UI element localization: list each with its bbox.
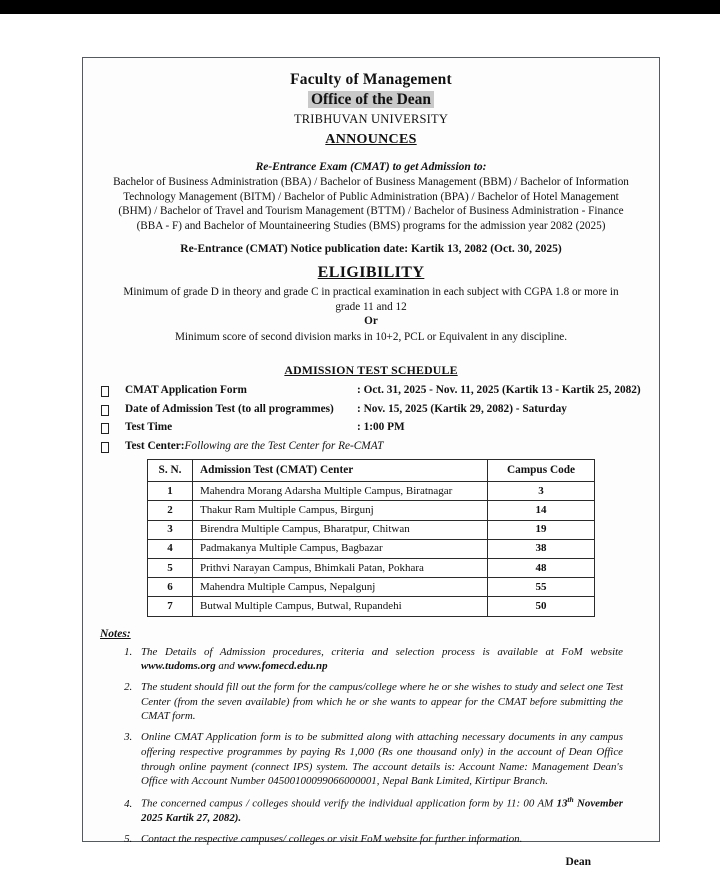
- cell-code: 55: [488, 578, 595, 597]
- cell-code: 38: [488, 539, 595, 558]
- note-4-text-a: The concerned campus / colleges should verify the individual application form by 11: 00 AM: [141, 797, 554, 810]
- notice-document: [82, 57, 660, 868]
- scan-top-bar: [0, 0, 720, 14]
- bullet-box-icon: [101, 442, 109, 453]
- schedule-value: : 1:00 PM: [357, 421, 405, 434]
- announces-heading: ANNOUNCES: [325, 131, 417, 147]
- cell-code: 19: [488, 520, 595, 539]
- eligibility-or: Or: [364, 315, 378, 328]
- faculty-title: Faculty of Management: [290, 71, 452, 88]
- column-header-campus-code: Campus Code: [488, 459, 595, 482]
- bullet-box-icon: [101, 423, 109, 434]
- cell-center: Padmakanya Multiple Campus, Bagbazar: [193, 539, 488, 558]
- cell-sn: 2: [148, 501, 193, 520]
- schedule-label: Test Time: [125, 421, 173, 434]
- cell-center: Mahendra Morang Adarsha Multiple Campus, Biratnagar: [193, 482, 488, 501]
- cell-sn: 3: [148, 520, 193, 539]
- cell-code: 3: [488, 482, 595, 501]
- dean-signature: Dean: [565, 855, 591, 868]
- cell-center: Butwal Multiple Campus, Butwal, Rupandehi: [193, 597, 488, 616]
- table-row: [148, 578, 595, 597]
- cell-sn: 5: [148, 559, 193, 578]
- notes-heading: Notes:: [100, 627, 131, 640]
- note-1-text: The Details of Admission procedures, criteria and selection process is available at FoM website: [141, 645, 623, 658]
- university-title: TRIBHUVAN UNIVERSITY: [293, 111, 449, 126]
- note-item-3: 3. Online CMAT Application form is to be submitted along with attaching necessary documents in any campus offering respective programmes by paying Rs 1,000 (Rs one thousand only) in the account of Dean Office through online payment (connect IPS) system. The account details is: Account Name: Management Dean's Office with Account Number 04500100099066000001, Nepal Bank Limited, Kirtipur Branch.: [135, 730, 623, 789]
- note-4-ordinal-suffix: th: [567, 795, 574, 805]
- eligibility-criteria-2: Minimum score of second division marks in 10+2, PCL or Equivalent in any discipline.: [174, 331, 568, 344]
- notes-list: [117, 645, 623, 847]
- schedule-row-test-date: [97, 403, 645, 416]
- note-4-day: 13: [556, 797, 568, 810]
- cell-center: Thakur Ram Multiple Campus, Birgunj: [193, 501, 488, 520]
- schedule-label: CMAT Application Form: [125, 384, 247, 397]
- test-centers-table: [147, 459, 595, 617]
- cell-code: 50: [488, 597, 595, 616]
- cell-code: 48: [488, 559, 595, 578]
- note-item-5: 5. Contact the respective campuses/ colleges or visit FoM website for further information.: [135, 832, 623, 847]
- schedule-row-test-center: [97, 440, 645, 453]
- cell-sn: 1: [148, 482, 193, 501]
- schedule-heading: ADMISSION TEST SCHEDULE: [284, 363, 458, 378]
- schedule-label: Date of Admission Test (to all programmes): [125, 402, 334, 415]
- bullet-box-icon: [101, 386, 109, 397]
- table-header-row: [148, 459, 595, 482]
- cell-sn: 7: [148, 597, 193, 616]
- cell-center: Birendra Multiple Campus, Bharatpur, Chitwan: [193, 520, 488, 539]
- schedule-row-test-time: [97, 421, 645, 434]
- eligibility-heading: ELIGIBILITY: [317, 263, 425, 281]
- schedule-value: : Oct. 31, 2025 - Nov. 11, 2025 (Kartik 13 - Kartik 25, 2082): [357, 384, 641, 397]
- table-row: [148, 559, 595, 578]
- fom-website-2[interactable]: www.fomecd.edu.np: [237, 660, 328, 673]
- notice-publication-date: Re-Entrance (CMAT) Notice publication date: Kartik 13, 2082 (Oct. 30, 2025): [180, 242, 562, 255]
- column-header-center: Admission Test (CMAT) Center: [193, 459, 488, 482]
- table-row: [148, 501, 595, 520]
- fom-website-1[interactable]: www.tudoms.org: [141, 660, 216, 673]
- cell-sn: 6: [148, 578, 193, 597]
- column-header-sn: S. N.: [148, 459, 193, 482]
- cell-center: Mahendra Multiple Campus, Nepalgunj: [193, 578, 488, 597]
- schedule-list: [97, 384, 645, 453]
- test-center-label: Test Center:: [125, 439, 185, 452]
- test-center-note: Following are the Test Center for Re-CMAT: [184, 439, 384, 452]
- note-item-1: [135, 645, 623, 674]
- intro-lead: Re-Entrance Exam (CMAT) to get Admission to:: [255, 160, 487, 173]
- note-item-4: [135, 795, 623, 826]
- table-row: [148, 482, 595, 501]
- note-1-and: and: [218, 660, 235, 673]
- note-item-2: 2. The student should fill out the form for the campus/college where he or she wishes to study and select one Test Center (from the seven available) from which he or she wants to appear for the CMAT before submitting the CMAT form.: [135, 680, 623, 724]
- office-title-wrap: [97, 90, 645, 109]
- note-4-text-b: November 2025 Kartik 27, 2082).: [141, 797, 623, 825]
- table-row: [148, 597, 595, 616]
- schedule-value: : Nov. 15, 2025 (Kartik 29, 2082) - Saturday: [357, 402, 567, 415]
- eligibility-criteria-1: Minimum of grade D in theory and grade C in practical examination in each subject with CGPA 1.8 or more in grade 11 and 12: [123, 285, 619, 313]
- schedule-row-application-form: [97, 384, 645, 397]
- table-row: [148, 520, 595, 539]
- bullet-box-icon: [101, 405, 109, 416]
- programmes-paragraph: Bachelor of Business Administration (BBA) / Bachelor of Business Management (BBM) / Bachelor of Information Technology Management (BITM) / Bachelor of Public Administration (BPA) / Bachelor of Hotel Management (BHM) / Bachelor of Travel and Tourism Management (BTTM) / Bachelor of Business Administration - Finance (BBA - F) and Bachelor of Mountaineering Studies (BMS) programs for the admission year 2082 (2025): [113, 175, 629, 233]
- cell-code: 14: [488, 501, 595, 520]
- office-title: Office of the Dean: [308, 91, 434, 108]
- cell-sn: 4: [148, 539, 193, 558]
- cell-center: Prithvi Narayan Campus, Bhimkali Patan, Pokhara: [193, 559, 488, 578]
- table-row: [148, 539, 595, 558]
